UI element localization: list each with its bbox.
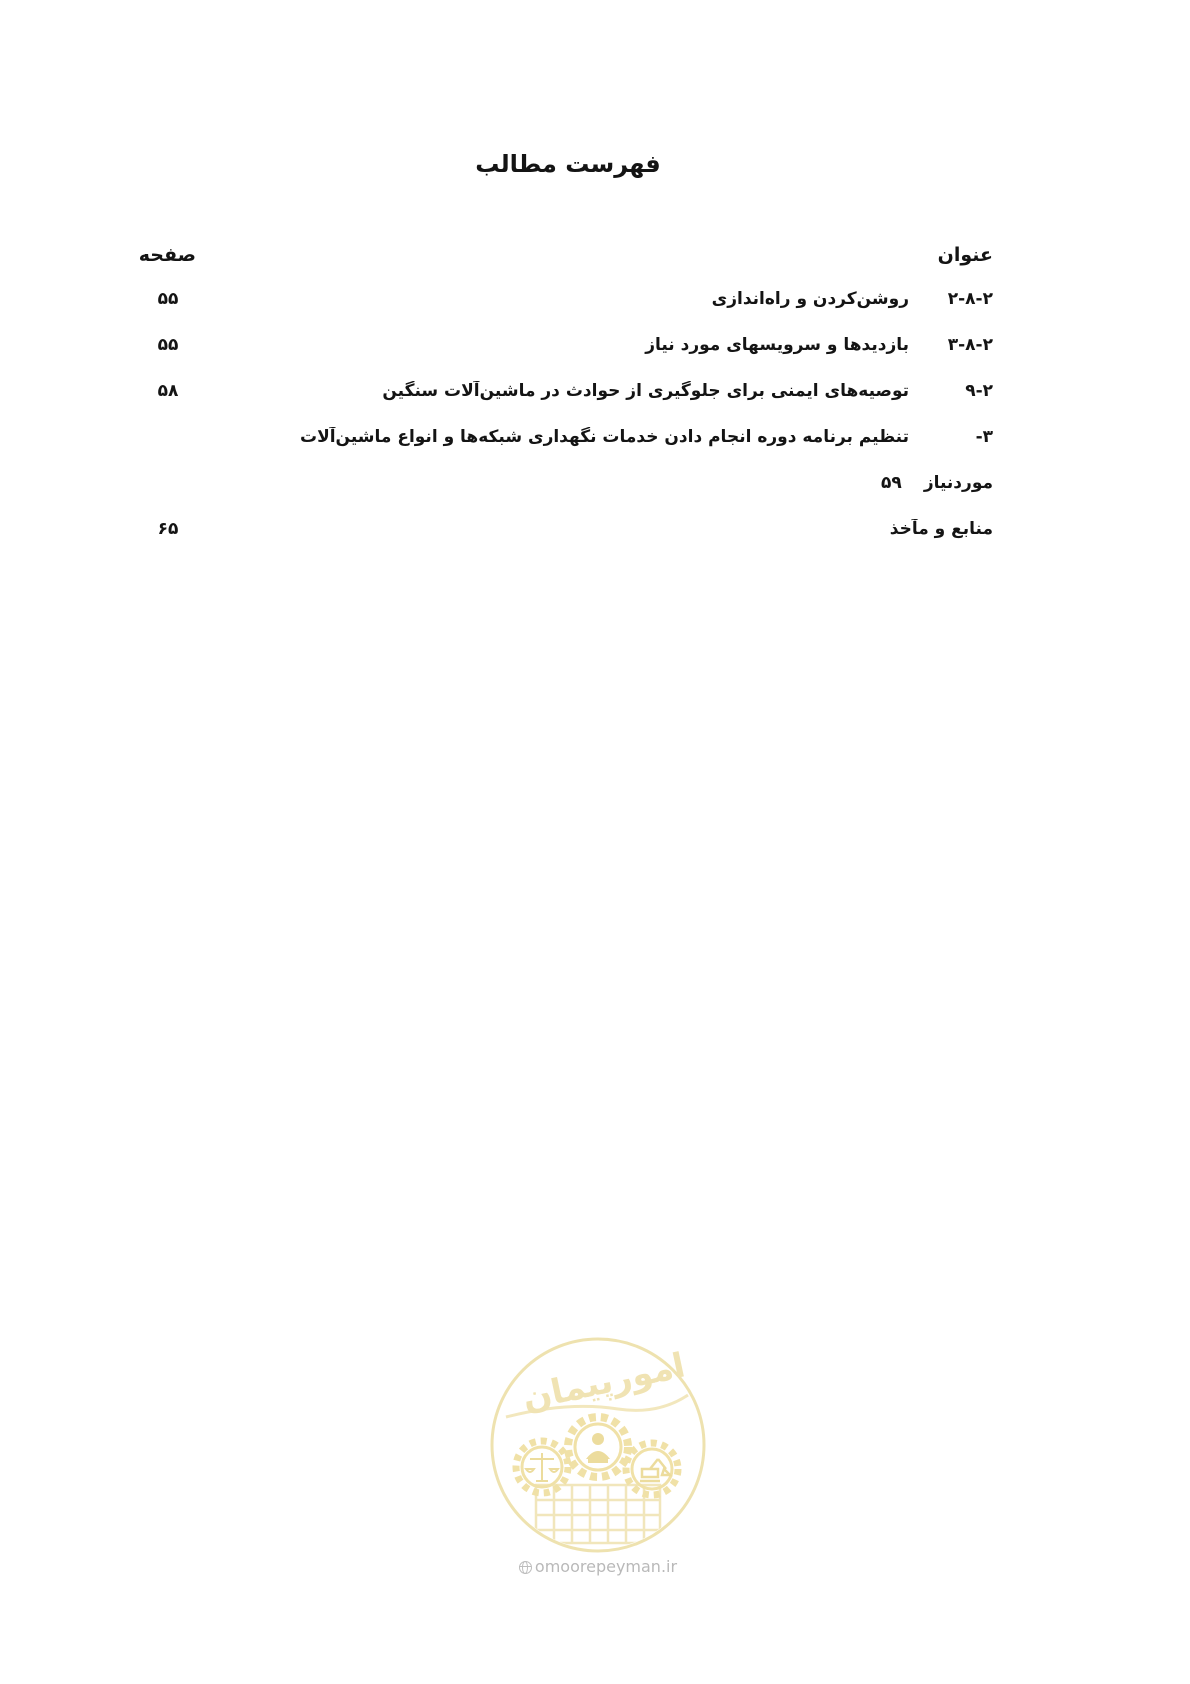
section-title: توصیه‌های ایمنی برای جلوگیری از حوادث در ماشین‌آلات سنگین <box>382 381 909 401</box>
toc-entry <box>140 414 993 460</box>
site-url: omoorepeyman.ir <box>534 1557 678 1576</box>
globe-icon <box>519 1561 532 1574</box>
page-number: ۵۸ <box>157 381 179 401</box>
table-of-contents <box>140 234 993 552</box>
section-number: ۲-۹ <box>965 381 993 401</box>
section-number: ۳- <box>975 427 993 447</box>
section-title: تنظیم برنامه دوره انجام دادن خدمات نگهداری شبکه‌ها و انواع ماشین‌آلات <box>299 427 909 447</box>
page-column-header: صفحه <box>138 244 196 266</box>
continuation-text: موردنیاز <box>923 473 993 493</box>
toc-entry <box>140 322 993 368</box>
watermark-logo <box>488 1335 708 1555</box>
section-number: ۲-۸-۲ <box>947 289 993 309</box>
page-number: ۶۵ <box>157 519 179 539</box>
toc-header <box>140 234 993 276</box>
page-title: فهرست مطالب <box>475 150 661 178</box>
building-grid-icon <box>536 1485 660 1543</box>
page-number: ۵۹ <box>881 473 902 493</box>
section-title: بازدیدها و سرویسهای مورد نیاز <box>645 335 909 355</box>
toc-entry <box>140 506 993 552</box>
person-icon <box>586 1433 610 1463</box>
section-title: روشن‌کردن و راه‌اندازی <box>711 289 909 309</box>
section-title-continuation <box>196 473 993 493</box>
page-number: ۵۵ <box>157 335 179 355</box>
section-number: ۲-۸-۳ <box>947 335 993 355</box>
toc-entry-continuation <box>140 460 993 506</box>
toc-entry <box>140 276 993 322</box>
scales-icon <box>526 1453 558 1481</box>
page-number: ۵۵ <box>157 289 179 309</box>
title-column-header: عنوان <box>937 244 993 266</box>
section-title: منابع و مآخذ <box>889 519 993 539</box>
watermark-site <box>478 1555 718 1579</box>
toc-entry <box>140 368 993 414</box>
excavator-icon <box>640 1459 670 1481</box>
logo-script: امورپیمان <box>518 1345 689 1419</box>
